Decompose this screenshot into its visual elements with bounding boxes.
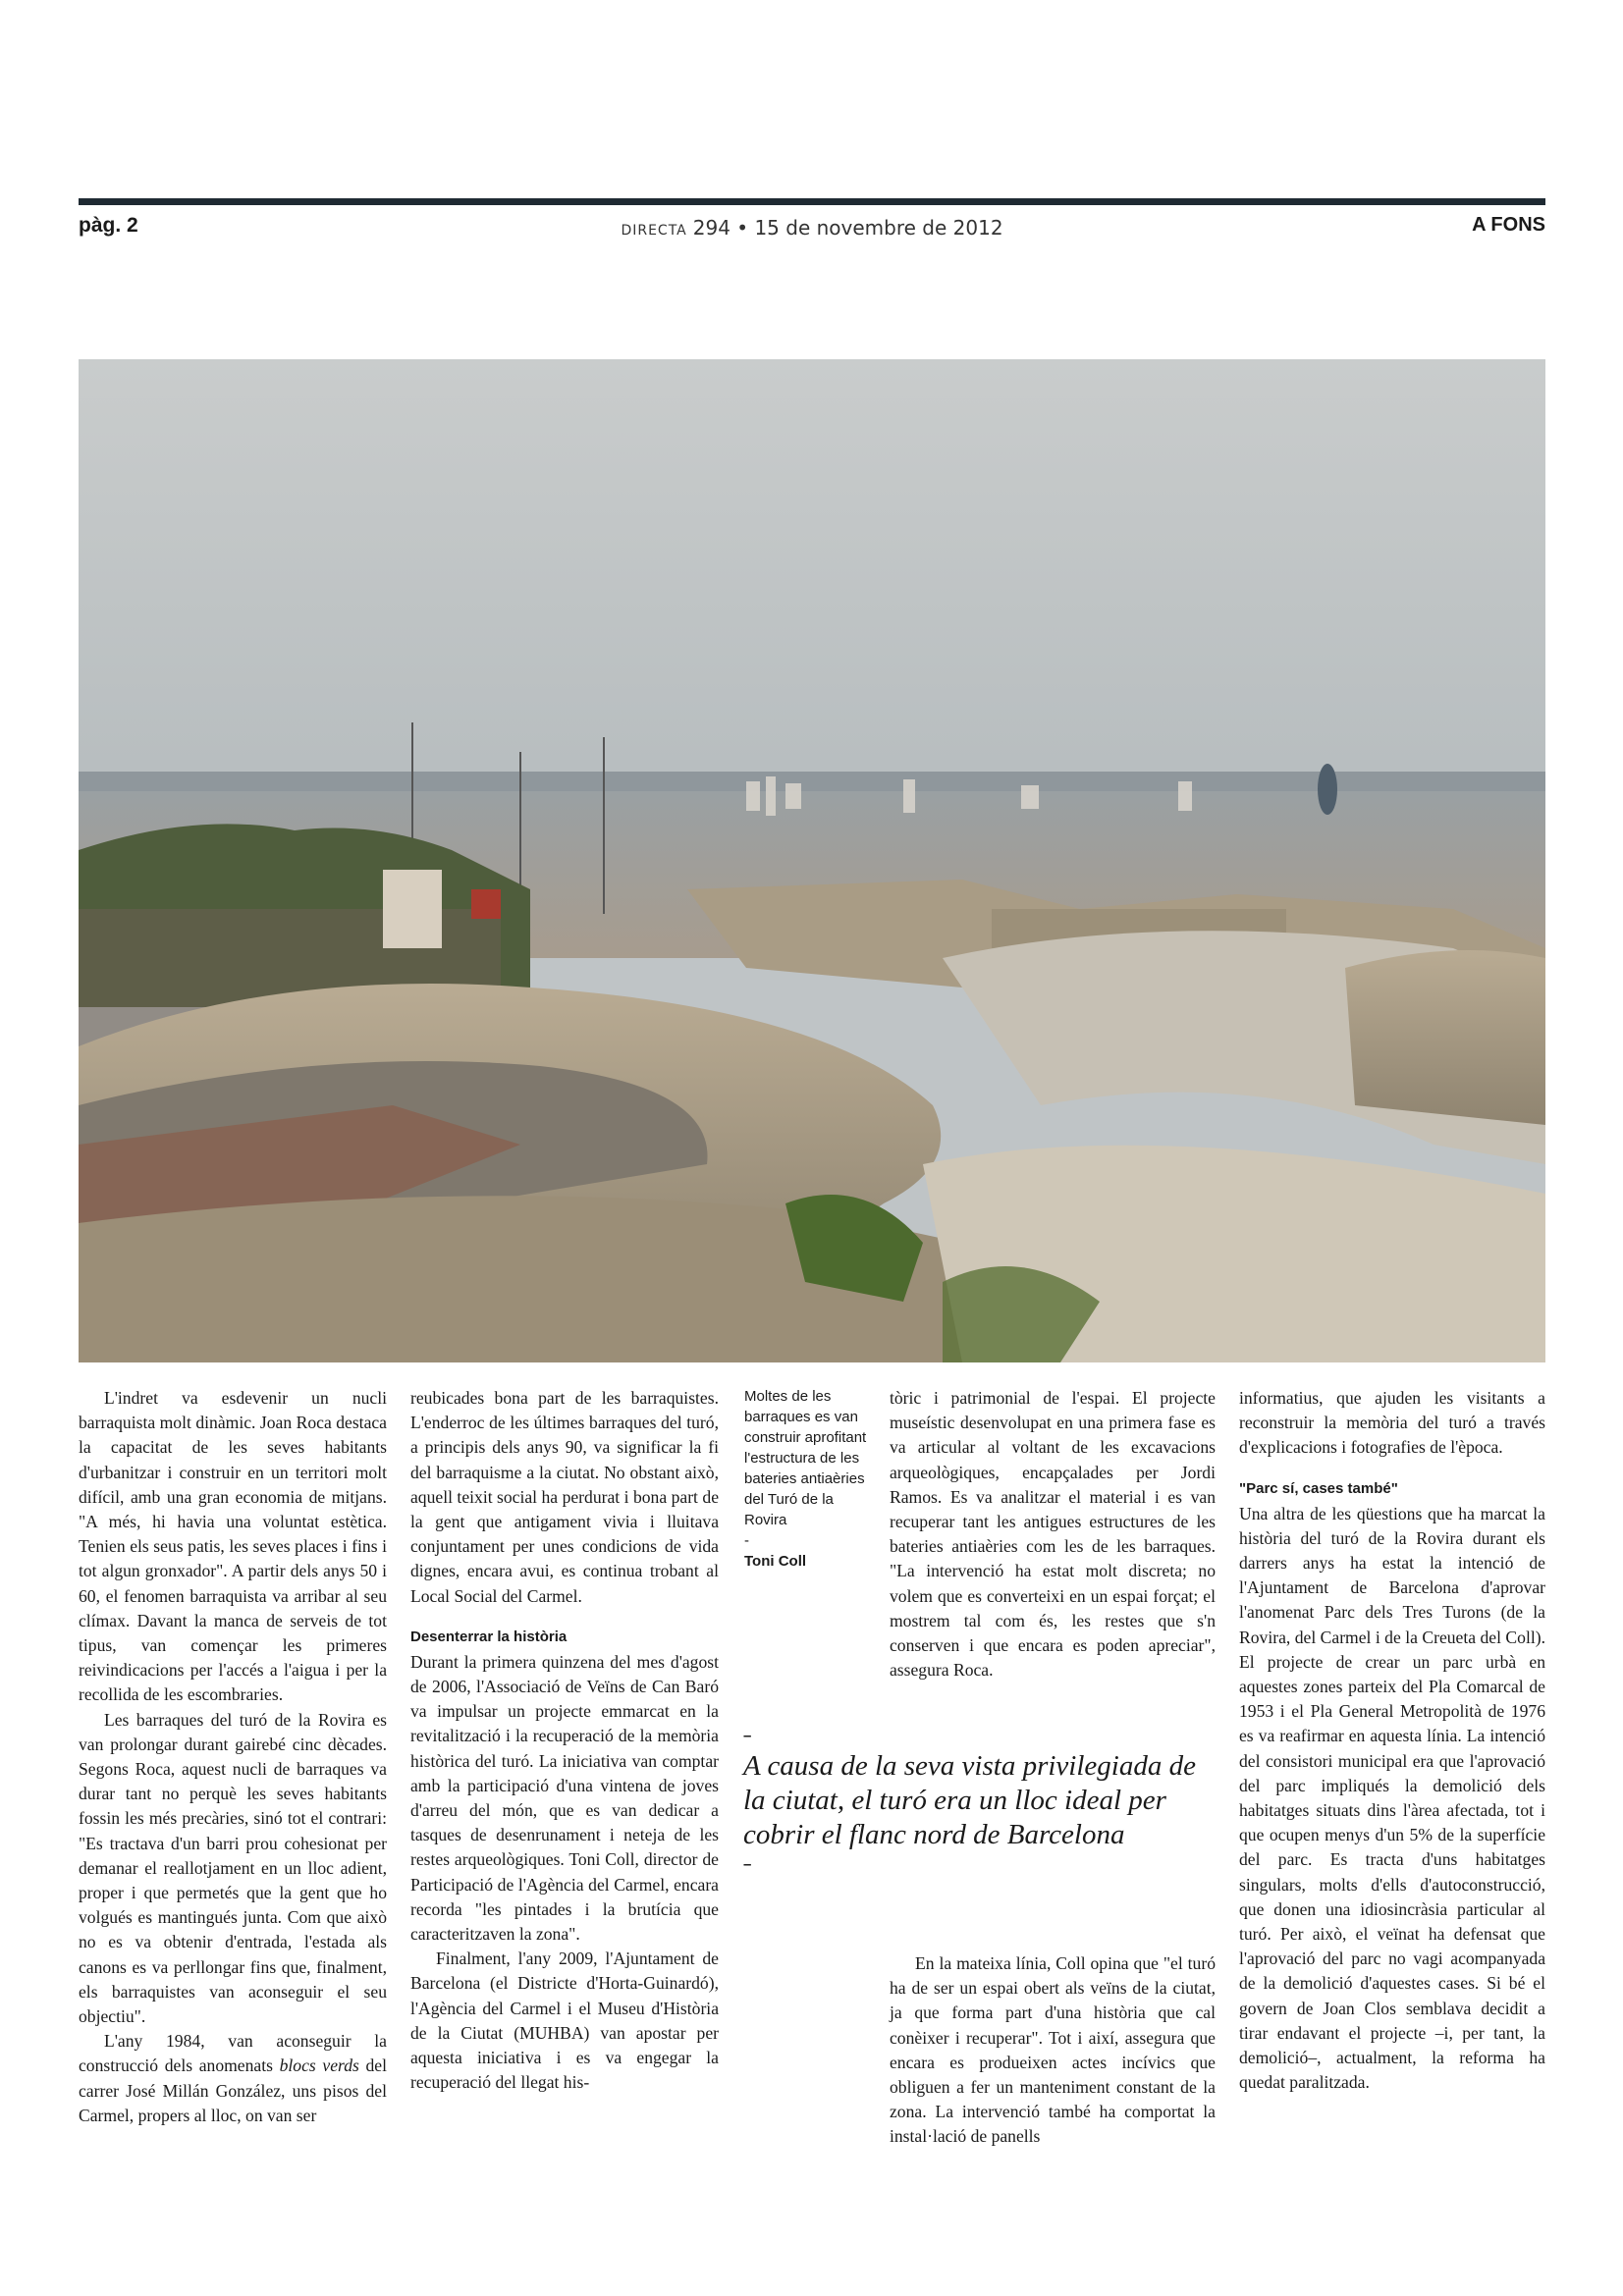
paragraph: L'indret va esdevenir un nucli barraquista molt dinàmic. Joan Roca destaca la capacitat de les seves habitants d'urbanitzar i construir en un territori molt difícil, amb una gran economia de mitjans. "A més, hi havia una voluntat estètica. Tenien els seus patis, les seves places i fins i tot algun gronxador". A partir dels anys 50 i 60, el fenomen barraquista va arribar al seu clímax. Davant la manca de serveis de tot tipus, van començar les primeres reivindicacions per l'accés a l'aigua i per la recollida de les escombraries. xyxy=(79,1388,387,1705)
text-run: L'any 1984, van aconseguir la construcció dels anomenats xyxy=(79,2031,387,2076)
paragraph: Una altra de les qüestions que ha marcat la història del turó de la Rovira durant els darrers anys ha estat la intenció de l'Ajuntament de Barcelona d'aprovar l'anomenat Parc dels Tres Turons (de la Rovira, del Carmel i de la Creueta del Coll). El projecte de crear un parc urbà en aquestes zones parteix del Pla Comarcal de 1953 i el Pla General Metropolità de 1976 es va reafirmar en aquesta línia. La intenció del consistori municipal era que l'aprovació del parc impliqués la demolició dels habitatges situats dins l'àrea afectada, tot i que ocupen menys d'un 5% de la superfície del parc. Es tracta d'uns habitatges singulars, molts d'ells d'autoconstrucció, que donen una idiosincràsia particular al turó. Per això, el veïnat ha defensat que l'aprovació del parc no vagi acompanyada de la demolició d'aquestes cases. Si bé el govern de Joan Clos semblava decidit a tirar endavant el projecte –i, per tant, la demolició–, actualment, la reforma ha quedat paralitzada. xyxy=(1239,1503,1545,2093)
paragraph: reubicades bona part de les barraquistes. L'enderroc de les últimes barraques del turó, a principis dels anys 90, va significar la fi del barraquisme a la ciutat. No obstant això, aquell teixit social ha perdurat i bona part de la gent que antigament vivia i lluitava conjuntament per unes condicions de vida dignes, encara avui, es continua trobant al Local Social del Carmel. xyxy=(410,1388,719,1606)
pull-quote-text: A causa de la seva vista privilegiada de la ciutat, el turó era un lloc ideal per cobrir el flanc nord de Barcelona xyxy=(743,1750,1196,1850)
emphasis-text: blocs verds xyxy=(279,2056,359,2076)
article-photo xyxy=(79,359,1545,1362)
pull-quote-dash-bottom: – xyxy=(743,1856,752,1873)
header-rule xyxy=(79,198,1545,205)
article-column-5 xyxy=(1239,1386,1545,2095)
photo-credit: Toni Coll xyxy=(744,1553,807,1570)
article-column-1 xyxy=(79,1386,387,2128)
subheading: Desenterrar la història xyxy=(410,1628,568,1645)
paragraph: En la mateixa línia, Coll opina que "el turó ha de ser un espai obert als veïns de la ciutat, ja que forma part d'una història que cal conèixer i recuperar". Tot i així, assegura que encara es produeixen actes incívics que obliguen a fer un manteniment constant de la zona. La intervenció també ha comportat la instal·lació de panells xyxy=(890,1953,1216,2147)
photo-caption xyxy=(744,1386,880,1572)
pull-quote xyxy=(743,1730,1220,1872)
page-number: pàg. 2 xyxy=(79,214,138,237)
issue-date: 294 • 15 de novembre de 2012 xyxy=(692,216,1003,240)
issue-info xyxy=(79,216,1545,240)
paragraph: Finalment, l'any 2009, l'Ajuntament de Barcelona (el Districte d'Horta-Guinardó), l'Agència del Carmel i el Museu d'Història de la Ciutat (MUHBA) van apostar per aquesta iniciativa i es va engegar la recuperació del llegat his- xyxy=(410,1949,719,2093)
text-run: del carrer José Millán González, uns pisos del Carmel, propers al lloc, on van ser xyxy=(79,2056,387,2125)
article-column-2 xyxy=(410,1386,719,2095)
photo-illustration xyxy=(79,359,1545,1362)
article-column-4-continued xyxy=(890,1951,1216,2150)
paragraph: informatius, que ajuden les visitants a reconstruir la memòria del turó a través d'explicacions i fotografies de l'època. xyxy=(1239,1388,1545,1458)
page-header xyxy=(79,214,1545,245)
article-column-4 xyxy=(890,1386,1216,1682)
publication-name: DIRECTA xyxy=(621,223,687,239)
section-name: A FONS xyxy=(1472,214,1545,236)
paragraph: Les barraques del turó de la Rovira es van prolongar durant gairebé cinc dècades. Segons Roca, aquest nucli de barraques va durar tant no perquè les seves habitants fossin les més precàries, sinó tot el contrari: "Es tractava d'un barri prou cohesionat per demanar el reallotjament en un lloc adient, proper i que permetés que la gent que ho volgués es mantingués junta. Com que això no es va obtenir d'entrada, l'estada als canons es va perllongar fins que, finalment, els barraquistes van aconseguir el seu objectiu". xyxy=(79,1709,387,2027)
caption-separator: - xyxy=(744,1532,749,1549)
caption-text: Moltes de les barraques es van construir aprofitant l'estructura de les bateries antiaèries del Turó de la Rovira xyxy=(744,1388,867,1528)
subheading: "Parc sí, cases també" xyxy=(1239,1479,1398,1497)
paragraph: tòric i patrimonial de l'espai. El projecte museístic desenvolupat en una primera fase es va articular al voltant de les excavacions arqueològiques, encapçalades per Jordi Ramos. Es va analitzar el material i es van recuperar tant les antigues estructures de les bateries antiaèries com les de les barraques. "La intervenció ha estat molt discreta; no volem que es converteixi en un espai forçat; el mostrem tal com és, les restes que s'n conserven i que encara es poden apreciar", assegura Roca. xyxy=(890,1388,1216,1681)
paragraph: Durant la primera quinzena del mes d'agost de 2006, l'Associació de Veïns de Can Baró va impulsar un projecte emmarcat en la revitalització i la recuperació de la memòria històrica del turó. La iniciativa van comptar amb la participació d'una vintena de joves d'arreu del món, que es van dedicar a tasques de desenrunament i neteja de les restes arqueològiques. Toni Coll, director de Participació de l'Agència del Carmel, encara recorda "les pintades i la brutícia que caracteritzaven la zona". xyxy=(410,1651,719,1945)
pull-quote-dash-top: – xyxy=(743,1728,752,1744)
paragraph xyxy=(79,2029,387,2128)
